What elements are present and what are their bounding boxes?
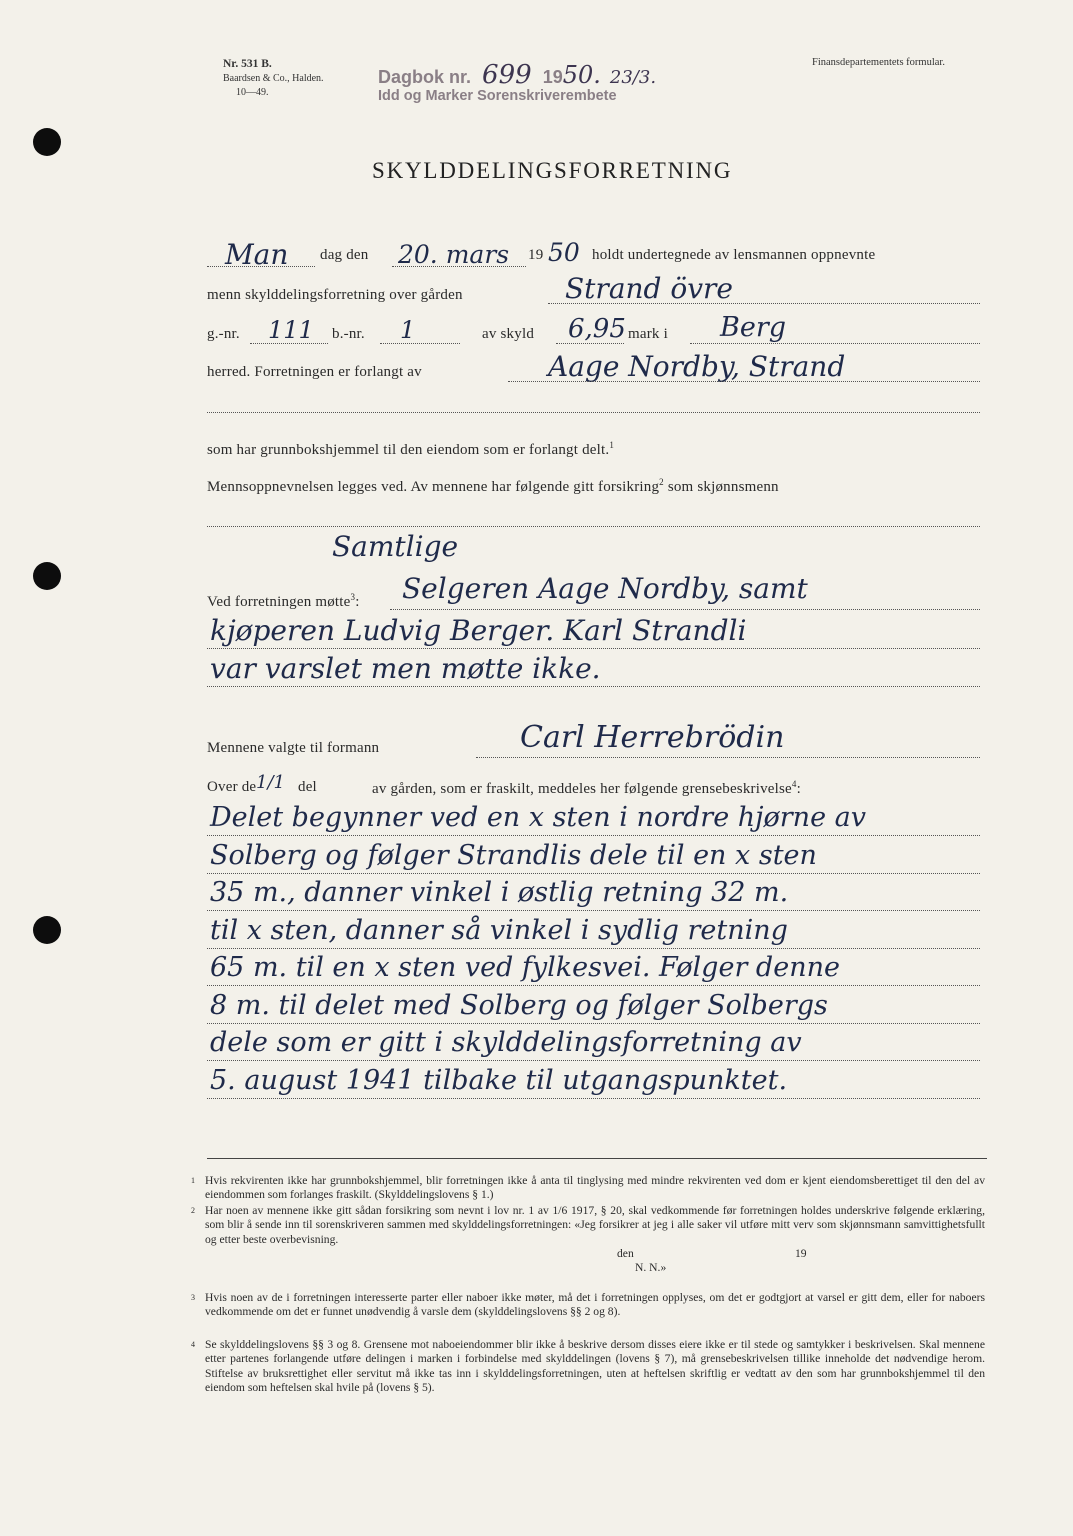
- chairman-line: [476, 757, 980, 758]
- boundary-description-rule: [207, 1023, 980, 1024]
- row1-text: holdt undertegnede av lensmannen oppnevnte: [592, 247, 876, 263]
- stamp-prefix: Dagbok nr.: [378, 67, 472, 87]
- bnr-line: [380, 343, 460, 344]
- punch-hole-bottom: [33, 916, 61, 944]
- municipality-handwritten: Berg: [720, 312, 787, 343]
- bnr-label: b.-nr.: [332, 326, 365, 342]
- footnote-1-number: 1: [191, 1176, 195, 1185]
- attendees-label: Ved forretningen møtte: [207, 594, 351, 610]
- attendees-line2: kjøperen Ludvig Berger. Karl Strandli: [210, 614, 747, 647]
- attendees-line3-dots: [207, 686, 980, 687]
- journal-number: 699: [482, 60, 532, 90]
- farm-label: menn skylddelingsforretning over gården: [207, 287, 463, 303]
- printer-name: Baardsen & Co., Halden.: [223, 73, 324, 84]
- attendees-line1: Selgeren Aage Nordby, samt: [402, 572, 808, 605]
- grunnbok-text: [207, 440, 614, 459]
- skyld-line: [556, 343, 624, 344]
- journal-stamp-line1: [378, 60, 656, 90]
- boundary-description-rule: [207, 1098, 980, 1099]
- footnote-2-nineteen: 19: [795, 1247, 807, 1261]
- attendees-colon: :: [355, 594, 360, 610]
- footnote-3-text: Hvis noen av de i forretningen interesserte parter eller naboer ikke møter, må det i forretningen opplyses, om det er godtgjort at varsel er gitt dem, eller for naboers vedkommende om det er funnet unødvendig å varsle dem (skylddelingslovens §§ 2 og 8).: [205, 1291, 985, 1319]
- footnote-4: [191, 1338, 985, 1396]
- footnote-2-number: 2: [191, 1206, 195, 1215]
- requester-line-2: [207, 412, 980, 413]
- stamp-year: 50.: [562, 61, 601, 89]
- requester-label: herred. Forretningen er forlangt av: [207, 364, 422, 380]
- bnr-handwritten: 1: [400, 316, 416, 344]
- print-date: 10—49.: [236, 87, 269, 98]
- boundary-label-text: [372, 779, 801, 798]
- footnote-1: [191, 1174, 985, 1203]
- punch-hole-top: [33, 128, 61, 156]
- gnr-handwritten: 111: [268, 316, 314, 344]
- fraction-handwritten: 1/1: [256, 772, 285, 793]
- boundary-description-rule: [207, 1060, 980, 1061]
- date-handwritten: 20. mars: [398, 240, 510, 269]
- footnote-ref-3: 3: [350, 592, 356, 602]
- boundary-label: av gården, som er fraskilt, meddeles her følgende grensebeskrivelse: [372, 781, 792, 797]
- chairman-handwritten: Carl Herrebrödin: [520, 720, 785, 755]
- boundary-description-line: dele som er gitt i skylddelingsforretning av: [210, 1027, 802, 1058]
- boundary-description-rule: [207, 948, 980, 949]
- weekday-handwritten: Man: [225, 238, 289, 271]
- boundary-description-rule: [207, 873, 980, 874]
- mark-label: mark i: [628, 326, 668, 342]
- forsikring-rest: som skjønnsmenn: [663, 479, 779, 495]
- nineteen-label: 19: [528, 247, 544, 263]
- footnote-separator: [207, 1158, 987, 1159]
- footnote-ref-1: 1: [609, 440, 615, 450]
- punch-hole-middle: [33, 562, 61, 590]
- boundary-description-line: 8 m. til delet med Solberg og følger Solbergs: [210, 989, 828, 1021]
- footnote-2-den: den: [617, 1247, 634, 1261]
- journal-stamp-line2: Idd og Marker Sorenskriverembete: [378, 88, 617, 104]
- attendees-label-text: [207, 592, 360, 611]
- samtlige-handwritten: Samtlige: [332, 530, 459, 563]
- farm-name-handwritten: Strand övre: [565, 272, 733, 305]
- footnote-2: [191, 1204, 985, 1277]
- requester-line: [508, 381, 980, 382]
- boundary-description-rule: [207, 910, 980, 911]
- boundary-description-line: Solberg og følger Strandlis dele til en x sten: [210, 839, 817, 871]
- attendees-line1-dots: [390, 609, 980, 610]
- year-handwritten: 50: [548, 238, 580, 267]
- boundary-description-line: Delet begynner ved en x sten i nordre hjørne av: [210, 802, 866, 833]
- dag-den-label: dag den: [320, 247, 369, 263]
- farm-line: [548, 303, 980, 304]
- attendees-line2-dots: [207, 648, 980, 649]
- over-label: Over de: [207, 779, 257, 795]
- footnote-4-text: Se skylddelingslovens §§ 3 og 8. Grensene mot naboeiendommer blir ikke å beskrive dersom disses eiere ikke er til stede og samtykker i beskrivelsen. Skal mennene etter partenes forlangende utføre delingen i marken i forbindelse med skylddelingen (lovens § 7), må grensebeskrivelsen tillike inneholde det nødvendige herom. Stiftelse av bruksrettighet eller servitut må ikke tas inn i skylddelingsforretningen, uten at heftelsen skriftlig er vedtatt av den som har grunnbokshjemmel til den eiendom som heftelsen skal hvile på (lovens § 5).: [205, 1338, 985, 1395]
- footnote-ref-2: 2: [659, 477, 664, 487]
- footnote-2-signature: [205, 1247, 985, 1277]
- gnr-label: g.-nr.: [207, 326, 240, 342]
- boundary-description-line: 35 m., danner vinkel i østlig retning 32 m.: [210, 877, 789, 908]
- stamp-year-prefix: 19: [542, 67, 563, 87]
- forsikring-text: [207, 477, 779, 496]
- boundary-colon: :: [796, 781, 801, 797]
- forsikring-line: [207, 526, 980, 527]
- boundary-description-line: 65 m. til en x sten ved fylkesvei. Følger denne: [210, 952, 840, 983]
- boundary-description-line: 5. august 1941 tilbake til utgangspunktet.: [210, 1064, 788, 1096]
- grunnbok-label: som har grunnbokshjemmel til den eiendom som er forlangt delt.: [207, 442, 610, 458]
- chairman-label: Mennene valgte til formann: [207, 740, 380, 756]
- boundary-description-rule: [207, 835, 980, 836]
- footnote-2-text: Har noen av mennene ikke gitt sådan forsikring som nevnt i lov nr. 1 av 1/6 1917, § 20, skal vedkommende før forretningen holdes underskrive følgende erklæring, som blir å sende inn til sorenskriveren sammen med skylddelingsforretningen: «Jeg forsikrer at jeg i alle saker vil utføre mitt verv som skjønnsmann samvittighetsfullt og etter beste overbevisning.: [205, 1204, 985, 1246]
- attendees-line3: var varslet men møtte ikke.: [210, 652, 601, 685]
- date-line: [392, 266, 526, 267]
- form-number: Nr. 531 B.: [223, 58, 272, 70]
- boundary-description-line: til x sten, danner så vinkel i sydlig retning: [210, 914, 788, 946]
- footnote-1-text: Hvis rekvirenten ikke har grunnbokshjemmel, blir forretningen ikke å anta til tinglysing med mindre rekvirenten ved dom er kjent eiendomsberettiget til den del av eiendommen som forlanges fraskilt. (Skylddelingslovens § 1.): [205, 1174, 985, 1202]
- ministry-form-label: Finansdepartementets formular.: [812, 57, 945, 68]
- requester-handwritten: Aage Nordby, Strand: [548, 350, 846, 383]
- footnote-ref-4: 4: [791, 779, 797, 789]
- footnote-2-nn: N. N.»: [635, 1261, 667, 1275]
- skyld-handwritten: 6,95: [568, 314, 626, 344]
- footnote-3-number: 3: [191, 1293, 195, 1302]
- municipality-line: [690, 343, 980, 344]
- footnote-3: [191, 1291, 985, 1320]
- skyld-label: av skyld: [482, 326, 535, 342]
- footnote-4-number: 4: [191, 1340, 195, 1349]
- forsikring-label: Mennsoppnevnelsen legges ved. Av mennene har følgende gitt forsikring: [207, 479, 660, 495]
- page-title: SKYLDDELINGSFORRETNING: [372, 158, 733, 183]
- gnr-line: [250, 343, 328, 344]
- boundary-description-rule: [207, 985, 980, 986]
- stamp-date: 23/3.: [609, 67, 657, 88]
- del-label: del: [298, 779, 317, 795]
- weekday-line: [207, 266, 315, 267]
